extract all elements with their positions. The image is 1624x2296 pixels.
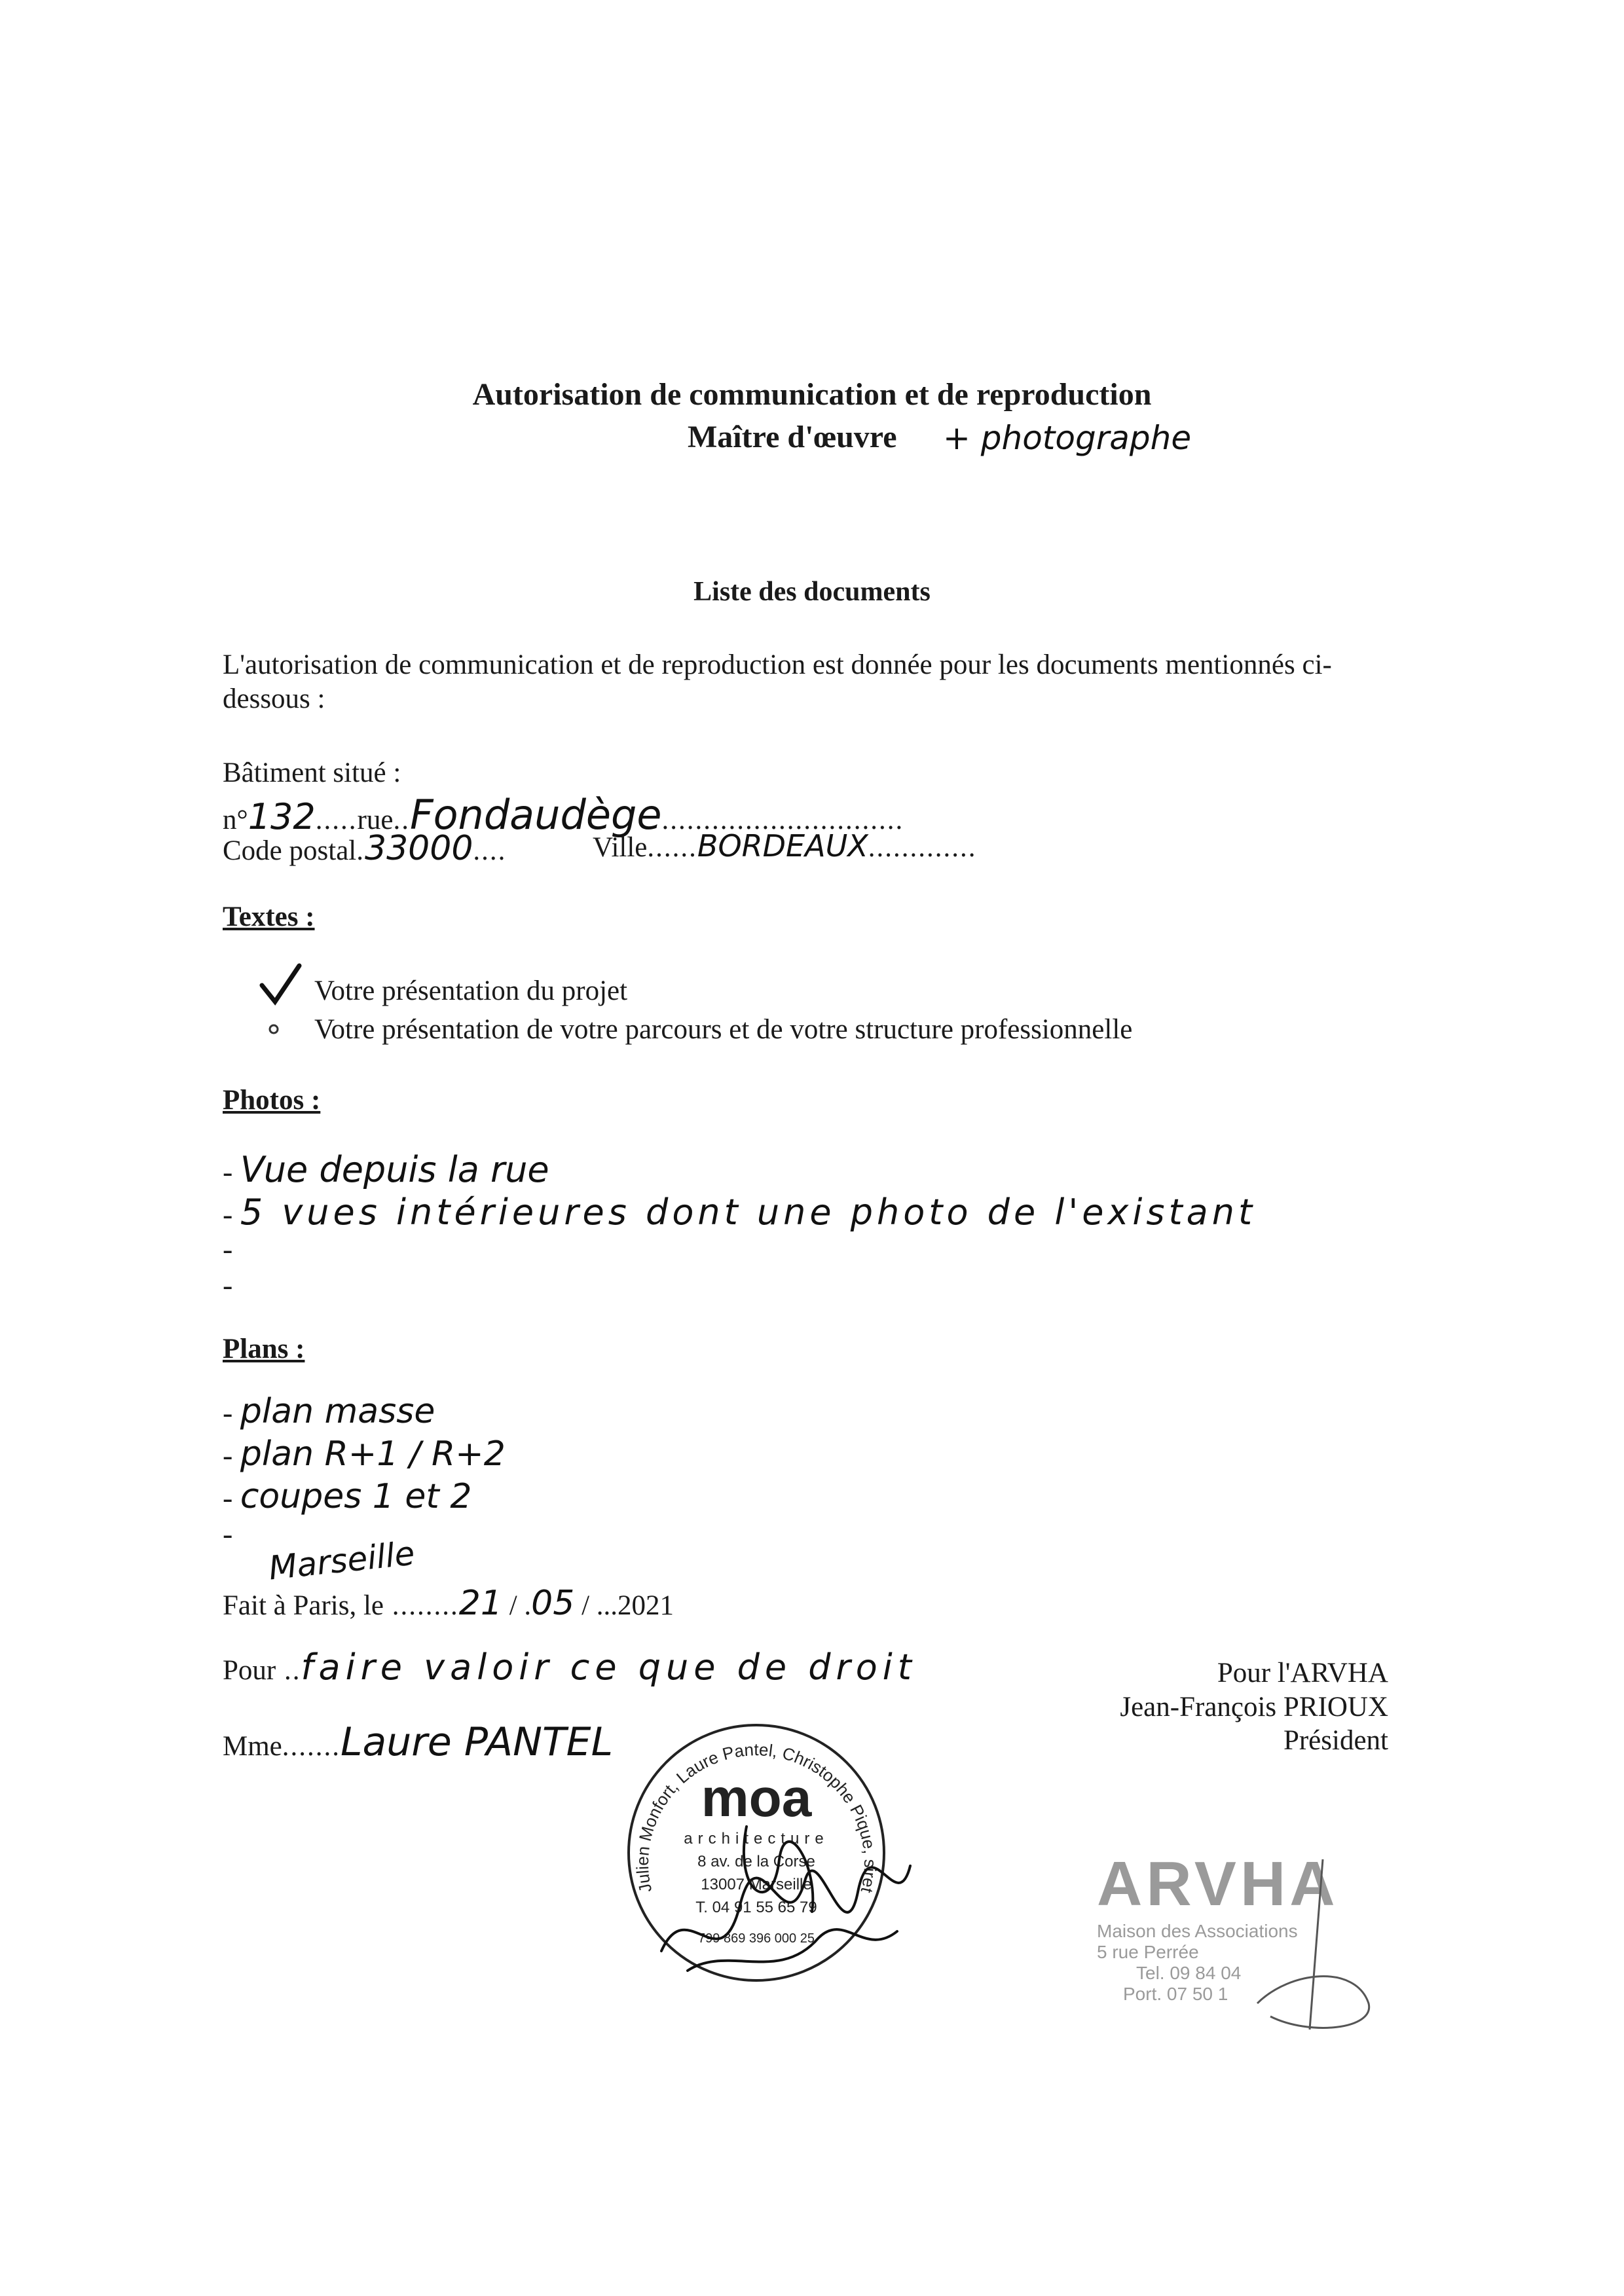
date-line xyxy=(223,1583,674,1624)
made-label: Fait à Paris, le xyxy=(223,1590,384,1621)
plans-item-4: - xyxy=(223,1517,233,1550)
moa-subtitle: architecture xyxy=(684,1830,829,1848)
plans-item-1: - plan masse xyxy=(223,1392,435,1431)
plans-item-3-text: coupes 1 et 2 xyxy=(240,1477,472,1516)
plans-item-1-text: plan masse xyxy=(240,1392,435,1431)
street-dots: ............................. xyxy=(661,805,904,835)
arvha-stamp-line-2: 5 rue Perrée xyxy=(1097,1942,1199,1962)
street-value: Fondaudège xyxy=(409,791,662,839)
name-line xyxy=(223,1719,613,1766)
city-dots: ............. xyxy=(868,832,977,863)
city-label: Ville xyxy=(593,832,648,863)
name-dots: ....... xyxy=(282,1731,341,1762)
texts-heading: Textes : xyxy=(223,902,315,932)
plans-item-3: - coupes 1 et 2 xyxy=(223,1477,472,1516)
document-subtitle: Maître d'œuvre xyxy=(688,420,897,454)
photos-item-1: - Vue depuis la rue xyxy=(223,1149,549,1190)
name-prefix: Mme xyxy=(223,1731,282,1762)
date-dots-1: ........ xyxy=(384,1590,459,1621)
photos-heading: Photos : xyxy=(223,1085,321,1116)
moa-address-1: 8 av. de la Corse xyxy=(697,1853,815,1870)
arvha-block xyxy=(1048,1656,1388,1758)
checkmark-icon xyxy=(259,962,304,1008)
number-label: n° xyxy=(223,805,248,835)
for-value: faire valoir ce que de droit xyxy=(301,1647,917,1688)
name-value: Laure PANTEL xyxy=(341,1719,614,1765)
postal-value: 33000 xyxy=(364,829,473,868)
postal-line xyxy=(223,828,506,869)
city-value: BORDEAUX xyxy=(697,828,868,864)
photos-item-2: - 5 vues intérieures dont une photo de l'existant xyxy=(223,1192,1257,1233)
city-line xyxy=(593,828,977,865)
plans-item-2: - plan R+1 / R+2 xyxy=(223,1434,506,1474)
plans-heading: Plans : xyxy=(223,1334,305,1364)
date-day: 21 xyxy=(458,1584,502,1623)
photos-item-2-text: 5 vues intérieures dont une photo de l'existant xyxy=(240,1192,1257,1233)
city-dots-pre: ...... xyxy=(647,832,697,863)
photos-item-4: - xyxy=(223,1268,233,1302)
date-sep-1: / . xyxy=(502,1590,532,1621)
intro-text: L'autorisation de communication et de reproduction est donnée pour les documents mentionnés ci-dessous : xyxy=(223,649,1332,714)
arvha-stamp-line-4: Port. 07 50 1 xyxy=(1123,1984,1228,2004)
for-line xyxy=(223,1647,917,1689)
photos-item-3: - xyxy=(223,1232,233,1266)
moa-siret: 799 869 396 000 25 xyxy=(698,1931,815,1946)
postal-dots-pre: . xyxy=(356,835,365,866)
document-title: Autorisation de communication et de reproduction xyxy=(472,377,1152,412)
bullet-icon xyxy=(267,1023,280,1036)
moa-logo: moa xyxy=(701,1768,812,1828)
list-title: Liste des documents xyxy=(693,577,931,607)
postal-dots: .... xyxy=(473,835,507,866)
arvha-line-1: Pour l'ARVHA xyxy=(1217,1658,1388,1688)
date-month: 05 xyxy=(531,1584,575,1623)
plans-item-2-text: plan R+1 / R+2 xyxy=(240,1434,506,1474)
arvha-stamp-line-3: Tel. 09 84 04 xyxy=(1136,1963,1242,1983)
arvha-stamp-line-1: Maison des Associations xyxy=(1097,1921,1298,1941)
street-dots-pre: .. xyxy=(393,805,410,835)
street-label: rue xyxy=(357,805,394,835)
city-correction: Marseille xyxy=(267,1534,417,1588)
for-label: Pour xyxy=(223,1655,276,1686)
stamp-ring-text: Julien Monfort, Laure Pantel, Christophe Pique, siret xyxy=(632,1740,881,1895)
texts-item-2: Votre présentation de votre parcours et de votre structure professionnelle xyxy=(314,1014,1133,1045)
postal-label: Code postal xyxy=(223,835,357,866)
texts-item-1: Votre présentation du projet xyxy=(314,975,628,1006)
number-value: 132 xyxy=(248,796,316,837)
number-dots: ..... xyxy=(315,805,358,835)
moa-phone: T. 04 91 55 65 79 xyxy=(695,1899,817,1916)
arvha-signature-icon xyxy=(1231,1853,1388,2036)
photos-item-1-text: Vue depuis la rue xyxy=(240,1149,549,1190)
signature-scribble-icon xyxy=(648,1787,923,2003)
for-dots: .. xyxy=(276,1655,301,1686)
arvha-line-2: Jean-François PRIOUX xyxy=(1120,1691,1388,1722)
arvha-line-3: Président xyxy=(1283,1725,1388,1757)
date-year: 2021 xyxy=(618,1590,674,1621)
date-sep-2: / ... xyxy=(574,1590,618,1621)
moa-address-2: 13007 Marseille xyxy=(701,1876,812,1893)
building-label: Bâtiment situé : xyxy=(223,757,401,788)
arvha-stamp-logo: ARVHA xyxy=(1097,1849,1339,1919)
handwritten-subtitle-addition: + photographe xyxy=(943,419,1192,457)
